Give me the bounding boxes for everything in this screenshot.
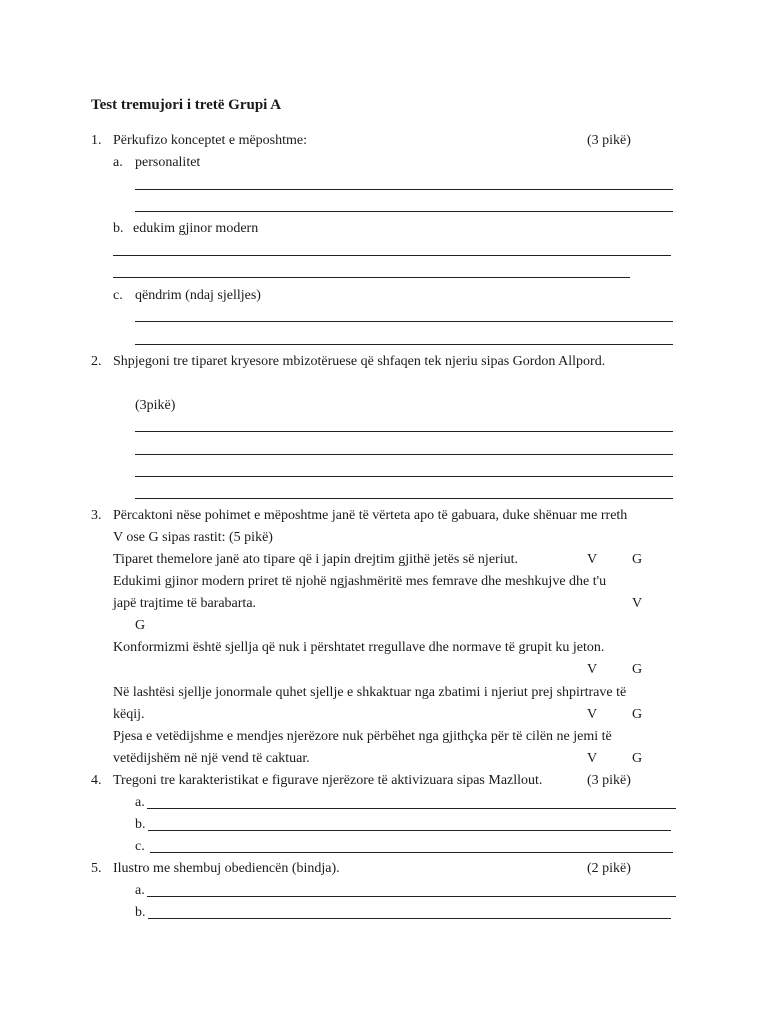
true-option[interactable]: V (587, 707, 598, 722)
q1b-letter: b. (113, 221, 124, 236)
q4b-letter: b. (135, 817, 146, 832)
answer-line (113, 277, 630, 278)
answer-line (135, 476, 673, 477)
q1c-letter: c. (113, 288, 123, 303)
answer-line (135, 321, 673, 322)
q1-points: (3 pikë) (587, 133, 631, 148)
q5-number: 5. (91, 861, 102, 876)
q5-points: (2 pikë) (587, 861, 631, 876)
q1-number: 1. (91, 133, 102, 148)
q3-statement-3: Konformizmi është sjellja që nuk i përshtatet rregullave dhe normave të grupit ku jeton. (113, 640, 605, 655)
false-option[interactable]: G (632, 662, 643, 677)
answer-line (135, 344, 673, 345)
false-option[interactable]: G (632, 751, 643, 766)
answer-line (148, 830, 671, 831)
answer-line (147, 808, 676, 809)
q4c-letter: c. (135, 839, 145, 854)
q1c-text: qëndrim (ndaj sjelljes) (135, 288, 261, 303)
q4-number: 4. (91, 773, 102, 788)
false-option[interactable]: G (632, 707, 643, 722)
q2-number: 2. (91, 354, 102, 369)
q1a-text: personalitet (135, 155, 201, 170)
q3-text-line2: V ose G sipas rastit: (5 pikë) (113, 530, 273, 545)
answer-line (135, 454, 673, 455)
false-option[interactable]: G (632, 552, 643, 567)
true-option[interactable]: V (632, 596, 643, 611)
page-title: Test tremujori i tretë Grupi A (91, 97, 282, 113)
answer-line (135, 189, 673, 190)
q3-statement-5-line1: Pjesa e vetëdijshme e mendjes njerëzore nuk përbëhet nga gjithçka për të cilën ne jemi të (113, 729, 612, 744)
q1-text: Përkufizo konceptet e mëposhtme: (113, 133, 307, 148)
q3-statement-1: Tiparet themelore janë ato tipare që i japin drejtim gjithë jetës së njeriut. (113, 552, 518, 567)
answer-line (135, 498, 673, 499)
q4a-letter: a. (135, 795, 145, 810)
q1a-letter: a. (113, 155, 123, 170)
answer-line (148, 918, 671, 919)
q3-statement-4-line2: këqij. (113, 707, 145, 722)
q2-points: (3pikë) (135, 398, 176, 413)
q5b-letter: b. (135, 905, 146, 920)
true-option[interactable]: V (587, 662, 598, 677)
answer-line (113, 255, 671, 256)
q3-statement-2-line1: Edukimi gjinor modern priret të njohë ngjashmëritë mes femrave dhe meshkujve dhe t'u (113, 574, 607, 589)
q5a-letter: a. (135, 883, 145, 898)
q5-text: Ilustro me shembuj obediencën (bindja). (113, 861, 340, 876)
q3-statement-5-line2: vetëdijshëm në një vend të caktuar. (113, 751, 310, 766)
true-option[interactable]: V (587, 552, 598, 567)
q2-text: Shpjegoni tre tiparet kryesore mbizotëruese që shfaqen tek njeriu sipas Gordon Allpord. (113, 354, 606, 369)
true-option[interactable]: V (587, 751, 598, 766)
answer-line (135, 431, 673, 432)
q4-points: (3 pikë) (587, 773, 631, 788)
q3-text-line1: Përcaktoni nëse pohimet e mëposhtme janë të vërteta apo të gabuara, duke shënuar me rreth (113, 508, 628, 523)
answer-line (150, 852, 673, 853)
answer-line (135, 211, 673, 212)
q3-statement-2-line2: japë trajtime të barabarta. (113, 596, 257, 611)
q1b-text: edukim gjinor modern (133, 221, 259, 236)
q3-statement-4-line1: Në lashtësi sjellje jonormale quhet sjellje e shkaktuar nga zbatimi i njeriut prej shpirtrave të (113, 685, 627, 700)
answer-line (147, 896, 676, 897)
q3-number: 3. (91, 508, 102, 523)
q4-text: Tregoni tre karakteristikat e figurave njerëzore të aktivizuara sipas Mazllout. (113, 773, 543, 788)
false-option[interactable]: G (135, 618, 146, 633)
